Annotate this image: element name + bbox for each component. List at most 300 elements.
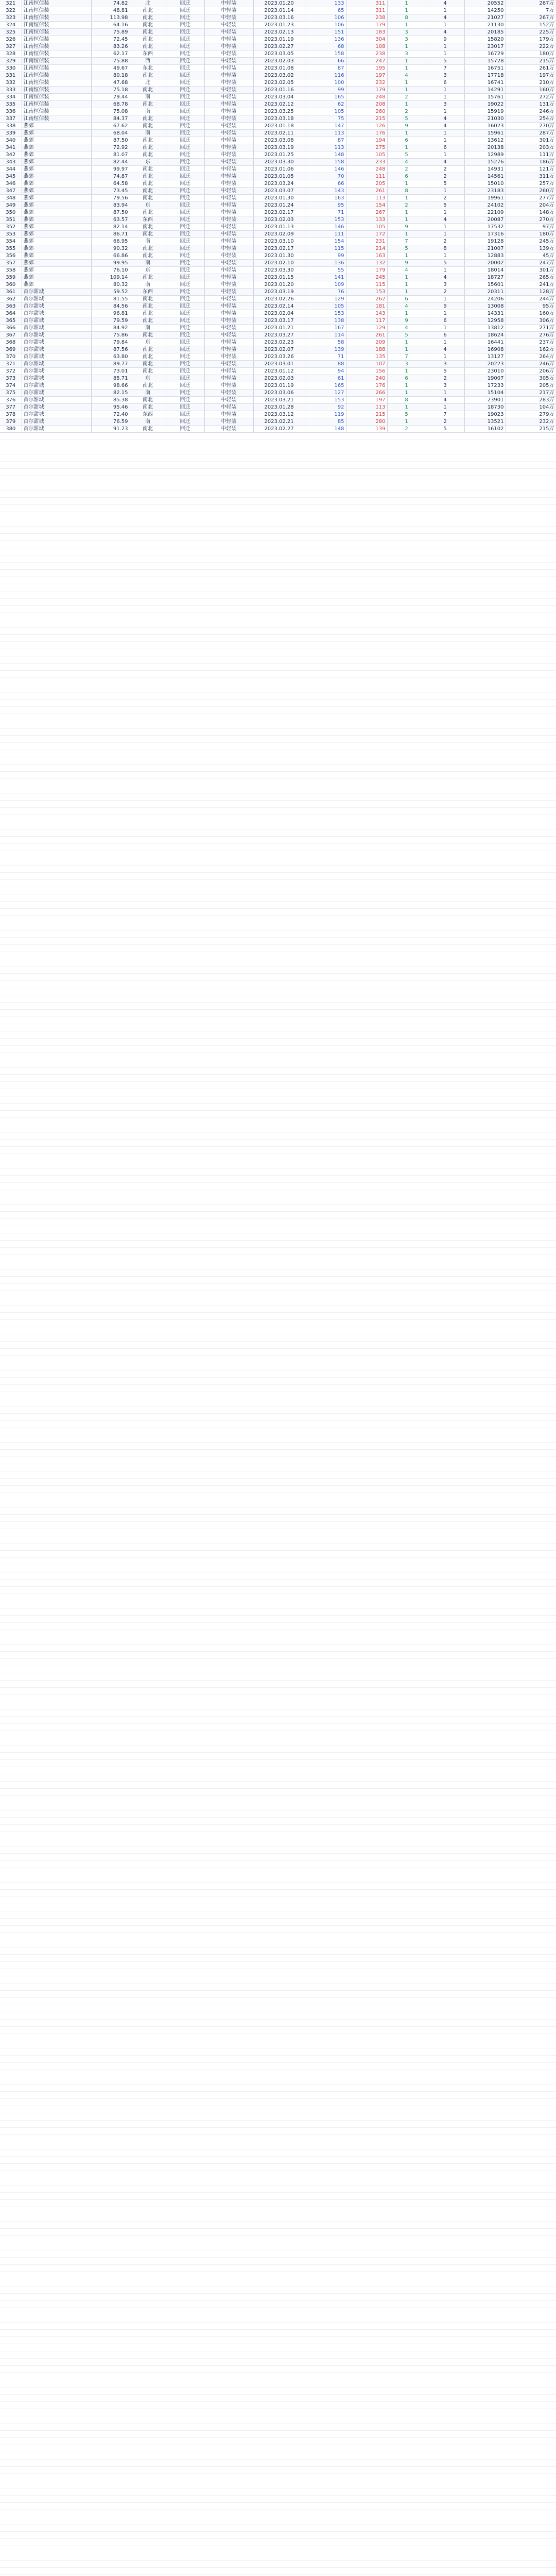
listing-date-cell: 2023.03.24 (253, 180, 305, 188)
listing-date-cell: 2023.01.06 (253, 166, 305, 173)
follow-count-cell: 126 (346, 123, 387, 130)
level-cell: 1 (426, 224, 464, 231)
community-name-cell: 首尔甜城 (22, 389, 91, 397)
level-cell: 1 (426, 137, 464, 144)
total-price-cell: 301万 (506, 137, 556, 144)
decoration-cell: 中轻装 (204, 353, 253, 361)
listing-date-cell: 2023.02.03 (253, 375, 305, 382)
decoration-cell: 中轻装 (204, 87, 253, 94)
floor-cell: 5 (387, 411, 426, 418)
view-count-cell: 71 (305, 209, 346, 216)
unit-price-cell: 16908 (464, 346, 506, 353)
area-cell: 64.16 (91, 22, 130, 29)
view-count-cell: 61 (305, 375, 346, 382)
row-number-cell: 335 (0, 101, 22, 108)
type-cell: 回迁 (166, 260, 204, 267)
table-row (0, 231, 556, 238)
unit-price-cell: 14561 (464, 173, 506, 180)
type-cell: 回迁 (166, 195, 204, 202)
unit-price-cell: 19023 (464, 411, 506, 418)
level-cell: 2 (426, 166, 464, 173)
level-cell: 1 (426, 310, 464, 317)
area-cell: 99.97 (91, 166, 130, 173)
listing-date-cell: 2023.02.13 (253, 29, 305, 36)
row-number-cell: 339 (0, 130, 22, 137)
type-cell: 回迁 (166, 346, 204, 353)
table-row (0, 58, 556, 65)
community-name-cell: 首尔甜城 (22, 418, 91, 426)
row-number-cell: 324 (0, 22, 22, 29)
listing-date-cell: 2023.02.03 (253, 216, 305, 224)
row-number-cell: 333 (0, 87, 22, 94)
floor-cell: 1 (387, 65, 426, 72)
follow-count-cell: 113 (346, 404, 387, 411)
community-name-cell: 江南恒信装 (22, 0, 91, 7)
listing-date-cell: 2023.03.30 (253, 159, 305, 166)
view-count-cell: 85 (305, 418, 346, 426)
type-cell: 回迁 (166, 231, 204, 238)
type-cell: 回迁 (166, 101, 204, 108)
community-name-cell: 燕郊 (22, 144, 91, 151)
type-cell: 回迁 (166, 296, 204, 303)
floor-cell: 1 (387, 281, 426, 289)
table-row (0, 361, 556, 368)
total-price-cell: 270万 (506, 216, 556, 224)
area-cell: 87.50 (91, 137, 130, 144)
follow-count-cell: 208 (346, 101, 387, 108)
level-cell: 4 (426, 159, 464, 166)
floor-cell: 1 (387, 368, 426, 375)
view-count-cell: 71 (305, 353, 346, 361)
floor-cell: 5 (387, 332, 426, 339)
follow-count-cell: 176 (346, 130, 387, 137)
table-row (0, 382, 556, 389)
community-name-cell: 燕郊 (22, 180, 91, 188)
orientation-cell: 东西 (130, 289, 166, 296)
total-price-cell: 241万 (506, 281, 556, 289)
area-cell: 85.38 (91, 397, 130, 404)
total-price-cell: 205万 (506, 382, 556, 389)
row-number-cell: 329 (0, 58, 22, 65)
listing-date-cell: 2023.01.25 (253, 151, 305, 159)
orientation-cell: 南北 (130, 101, 166, 108)
decoration-cell: 中轻装 (204, 166, 253, 173)
total-price-cell: 237万 (506, 339, 556, 346)
level-cell: 7 (426, 411, 464, 418)
community-name-cell: 首尔甜城 (22, 397, 91, 404)
table-row (0, 332, 556, 339)
floor-cell: 6 (387, 375, 426, 382)
table-row (0, 151, 556, 159)
type-cell: 回迁 (166, 303, 204, 310)
floor-cell: 7 (387, 238, 426, 245)
unit-price-cell: 14931 (464, 166, 506, 173)
view-count-cell: 113 (305, 144, 346, 151)
row-number-cell: 362 (0, 296, 22, 303)
orientation-cell: 南北 (130, 426, 166, 433)
table-row (0, 418, 556, 426)
follow-count-cell: 139 (346, 426, 387, 433)
floor-cell: 1 (387, 0, 426, 7)
type-cell: 回迁 (166, 43, 204, 50)
level-cell: 3 (426, 281, 464, 289)
unit-price-cell: 21027 (464, 14, 506, 22)
unit-price-cell: 23010 (464, 368, 506, 375)
total-price-cell: 121万 (506, 166, 556, 173)
table-row (0, 137, 556, 144)
row-number-cell: 361 (0, 289, 22, 296)
floor-cell: 5 (387, 245, 426, 252)
table-row (0, 260, 556, 267)
type-cell: 回迁 (166, 209, 204, 216)
listing-date-cell: 2023.03.19 (253, 289, 305, 296)
row-number-cell: 370 (0, 353, 22, 361)
unit-price-cell: 19128 (464, 238, 506, 245)
view-count-cell: 66 (305, 58, 346, 65)
level-cell: 1 (426, 353, 464, 361)
decoration-cell: 中轻装 (204, 209, 253, 216)
row-number-cell: 323 (0, 14, 22, 22)
area-cell: 76.10 (91, 267, 130, 274)
view-count-cell: 148 (305, 426, 346, 433)
floor-cell: 3 (387, 50, 426, 58)
floor-cell: 1 (387, 216, 426, 224)
area-cell: 80.32 (91, 281, 130, 289)
decoration-cell: 中轻装 (204, 310, 253, 317)
level-cell: 1 (426, 151, 464, 159)
listing-date-cell: 2023.02.07 (253, 346, 305, 353)
total-price-cell: 179万 (506, 36, 556, 43)
listing-date-cell: 2023.02.12 (253, 101, 305, 108)
follow-count-cell: 179 (346, 22, 387, 29)
decoration-cell: 中轻装 (204, 216, 253, 224)
orientation-cell: 南 (130, 260, 166, 267)
level-cell: 5 (426, 58, 464, 65)
floor-cell: 1 (387, 404, 426, 411)
unit-price-cell: 12989 (464, 151, 506, 159)
listing-date-cell: 2023.03.05 (253, 50, 305, 58)
level-cell: 5 (426, 260, 464, 267)
follow-count-cell: 197 (346, 397, 387, 404)
table-row (0, 238, 556, 245)
follow-count-cell: 132 (346, 260, 387, 267)
row-number-cell: 352 (0, 224, 22, 231)
listing-date-cell: 2023.03.07 (253, 188, 305, 195)
row-number-cell: 342 (0, 151, 22, 159)
unit-price-cell: 17233 (464, 382, 506, 389)
total-price-cell: 222万 (506, 43, 556, 50)
table-row (0, 115, 556, 123)
floor-cell: 4 (387, 303, 426, 310)
area-cell: 90.32 (91, 245, 130, 252)
level-cell: 3 (426, 101, 464, 108)
listing-date-cell: 2023.01.24 (253, 202, 305, 209)
row-number-cell: 350 (0, 209, 22, 216)
view-count-cell: 94 (305, 368, 346, 375)
table-row (0, 245, 556, 252)
unit-price-cell: 20185 (464, 29, 506, 36)
decoration-cell: 中轻装 (204, 22, 253, 29)
listing-date-cell: 2023.03.26 (253, 353, 305, 361)
orientation-cell: 南北 (130, 310, 166, 317)
orientation-cell: 南北 (130, 332, 166, 339)
decoration-cell: 中轻装 (204, 296, 253, 303)
orientation-cell: 南北 (130, 43, 166, 50)
type-cell: 回迁 (166, 353, 204, 361)
type-cell: 回迁 (166, 36, 204, 43)
row-number-cell: 338 (0, 123, 22, 130)
orientation-cell: 南北 (130, 368, 166, 375)
follow-count-cell: 238 (346, 50, 387, 58)
row-number-cell: 363 (0, 303, 22, 310)
area-cell: 72.40 (91, 411, 130, 418)
view-count-cell: 87 (305, 65, 346, 72)
type-cell: 回迁 (166, 87, 204, 94)
area-cell: 47.68 (91, 79, 130, 87)
unit-price-cell: 24206 (464, 296, 506, 303)
table-row (0, 289, 556, 296)
orientation-cell: 南北 (130, 173, 166, 180)
unit-price-cell: 13612 (464, 137, 506, 144)
level-cell: 2 (426, 375, 464, 382)
table-row (0, 72, 556, 79)
total-price-cell: 254万 (506, 115, 556, 123)
floor-cell: 1 (387, 418, 426, 426)
table-row (0, 339, 556, 346)
listing-date-cell: 2023.01.12 (253, 368, 305, 375)
level-cell: 4 (426, 274, 464, 281)
unit-price-cell: 23183 (464, 188, 506, 195)
community-name-cell: 江南恒信装 (22, 79, 91, 87)
floor-cell: 1 (387, 79, 426, 87)
unit-price-cell: 20552 (464, 0, 506, 7)
total-price-cell: 203万 (506, 144, 556, 151)
level-cell: 6 (426, 332, 464, 339)
area-cell: 84.37 (91, 115, 130, 123)
total-price-cell: 206万 (506, 368, 556, 375)
community-name-cell: 首尔甜城 (22, 426, 91, 433)
unit-price-cell: 22109 (464, 209, 506, 216)
community-name-cell: 燕郊 (22, 267, 91, 274)
orientation-cell: 南北 (130, 14, 166, 22)
follow-count-cell: 197 (346, 72, 387, 79)
decoration-cell: 中轻装 (204, 346, 253, 353)
row-number-cell: 367 (0, 332, 22, 339)
total-price-cell: 257万 (506, 180, 556, 188)
decoration-cell: 中轻装 (204, 281, 253, 289)
area-cell: 113.98 (91, 14, 130, 22)
listing-date-cell: 2023.02.04 (253, 310, 305, 317)
type-cell: 回迁 (166, 418, 204, 426)
total-price-cell: 270万 (506, 123, 556, 130)
listing-date-cell: 2023.03.18 (253, 115, 305, 123)
level-cell: 4 (426, 397, 464, 404)
unit-price-cell: 21130 (464, 22, 506, 29)
type-cell: 回迁 (166, 94, 204, 101)
unit-price-cell: 20223 (464, 361, 506, 368)
floor-cell: 4 (387, 325, 426, 332)
area-cell: 74.87 (91, 173, 130, 180)
area-cell: 75.86 (91, 332, 130, 339)
community-name-cell: 首尔甜城 (22, 404, 91, 411)
view-count-cell: 95 (305, 202, 346, 209)
row-number-cell: 359 (0, 274, 22, 281)
community-name-cell: 燕郊 (22, 173, 91, 180)
floor-cell: 5 (387, 115, 426, 123)
orientation-cell: 南 (130, 94, 166, 101)
view-count-cell: 113 (305, 130, 346, 137)
unit-price-cell: 18730 (464, 404, 506, 411)
view-count-cell: 154 (305, 238, 346, 245)
community-name-cell: 首尔甜城 (22, 346, 91, 353)
listing-date-cell: 2023.03.01 (253, 361, 305, 368)
follow-count-cell: 267 (346, 209, 387, 216)
area-cell: 75.88 (91, 58, 130, 65)
total-price-cell: 180万 (506, 231, 556, 238)
unit-price-cell: 20138 (464, 144, 506, 151)
decoration-cell: 中轻装 (204, 418, 253, 426)
table-row (0, 50, 556, 58)
orientation-cell: 南北 (130, 180, 166, 188)
unit-price-cell: 17316 (464, 231, 506, 238)
orientation-cell: 南北 (130, 274, 166, 281)
follow-count-cell: 154 (346, 202, 387, 209)
area-cell: 48.81 (91, 7, 130, 14)
table-row (0, 188, 556, 195)
view-count-cell: 109 (305, 281, 346, 289)
type-cell: 回迁 (166, 325, 204, 332)
community-name-cell: 江南恒信装 (22, 29, 91, 36)
floor-cell: 8 (387, 14, 426, 22)
follow-count-cell: 153 (346, 289, 387, 296)
area-cell: 109.14 (91, 274, 130, 281)
area-cell: 59.52 (91, 289, 130, 296)
follow-count-cell: 115 (346, 281, 387, 289)
total-price-cell: 260万 (506, 188, 556, 195)
area-cell: 62.17 (91, 50, 130, 58)
decoration-cell: 中轻装 (204, 274, 253, 281)
table-row (0, 267, 556, 274)
type-cell: 回迁 (166, 224, 204, 231)
unit-price-cell: 12883 (464, 252, 506, 260)
floor-cell: 5 (387, 151, 426, 159)
follow-count-cell: 233 (346, 159, 387, 166)
floor-cell: 2 (387, 166, 426, 173)
table-row (0, 43, 556, 50)
listing-date-cell: 2023.02.10 (253, 260, 305, 267)
level-cell: 3 (426, 72, 464, 79)
community-name-cell: 首尔甜城 (22, 339, 91, 346)
row-number-cell: 351 (0, 216, 22, 224)
floor-cell: 1 (387, 339, 426, 346)
decoration-cell: 中轻装 (204, 404, 253, 411)
orientation-cell: 南北 (130, 296, 166, 303)
listing-date-cell: 2023.02.27 (253, 43, 305, 50)
total-price-cell: 45万 (506, 252, 556, 260)
total-price-cell: 245万 (506, 238, 556, 245)
level-cell: 1 (426, 267, 464, 274)
decoration-cell: 中轻装 (204, 0, 253, 7)
decoration-cell: 中轻装 (204, 375, 253, 382)
table-row (0, 397, 556, 404)
type-cell: 回迁 (166, 426, 204, 433)
type-cell: 回迁 (166, 252, 204, 260)
listing-date-cell: 2023.01.19 (253, 382, 305, 389)
decoration-cell: 中轻装 (204, 108, 253, 115)
community-name-cell: 江南恒信装 (22, 36, 91, 43)
community-name-cell: 燕郊 (22, 202, 91, 209)
unit-price-cell: 15010 (464, 180, 506, 188)
row-number-cell: 365 (0, 317, 22, 325)
view-count-cell: 105 (305, 303, 346, 310)
community-name-cell: 燕郊 (22, 231, 91, 238)
community-name-cell: 燕郊 (22, 123, 91, 130)
type-cell: 回迁 (166, 72, 204, 79)
community-name-cell: 江南恒信装 (22, 7, 91, 14)
type-cell: 回迁 (166, 216, 204, 224)
row-number-cell: 369 (0, 346, 22, 353)
row-number-cell: 380 (0, 426, 22, 433)
total-price-cell: 215万 (506, 426, 556, 433)
listing-date-cell: 2023.03.30 (253, 267, 305, 274)
orientation-cell: 南 (130, 238, 166, 245)
follow-count-cell: 311 (346, 0, 387, 7)
type-cell: 回迁 (166, 281, 204, 289)
table-row (0, 159, 556, 166)
unit-price-cell: 20311 (464, 289, 506, 296)
view-count-cell: 138 (305, 317, 346, 325)
floor-cell: 1 (387, 209, 426, 216)
view-count-cell: 136 (305, 36, 346, 43)
view-count-cell: 75 (305, 115, 346, 123)
level-cell: 9 (426, 36, 464, 43)
view-count-cell: 148 (305, 151, 346, 159)
row-number-cell: 336 (0, 108, 22, 115)
type-cell: 回迁 (166, 404, 204, 411)
floor-cell: 2 (387, 202, 426, 209)
level-cell: 4 (426, 14, 464, 22)
floor-cell: 9 (387, 260, 426, 267)
listing-table (0, 0, 556, 433)
area-cell: 81.55 (91, 296, 130, 303)
level-cell: 6 (426, 79, 464, 87)
follow-count-cell: 194 (346, 137, 387, 144)
view-count-cell: 129 (305, 296, 346, 303)
listing-date-cell: 2023.03.10 (253, 238, 305, 245)
area-cell: 74.82 (91, 0, 130, 7)
floor-cell: 3 (387, 361, 426, 368)
view-count-cell: 153 (305, 397, 346, 404)
view-count-cell: 119 (305, 411, 346, 418)
listing-date-cell: 2023.03.12 (253, 411, 305, 418)
total-price-cell: 215万 (506, 58, 556, 65)
follow-count-cell: 143 (346, 310, 387, 317)
level-cell: 1 (426, 325, 464, 332)
view-count-cell: 146 (305, 166, 346, 173)
area-cell: 82.44 (91, 159, 130, 166)
type-cell: 回迁 (166, 115, 204, 123)
total-price-cell: 311万 (506, 173, 556, 180)
floor-cell: 1 (387, 43, 426, 50)
view-count-cell: 105 (305, 108, 346, 115)
level-cell: 1 (426, 7, 464, 14)
view-count-cell: 114 (305, 332, 346, 339)
area-cell: 79.59 (91, 317, 130, 325)
total-price-cell: 128万 (506, 289, 556, 296)
total-price-cell: 97万 (506, 224, 556, 231)
level-cell: 1 (426, 389, 464, 397)
decoration-cell: 中轻装 (204, 260, 253, 267)
